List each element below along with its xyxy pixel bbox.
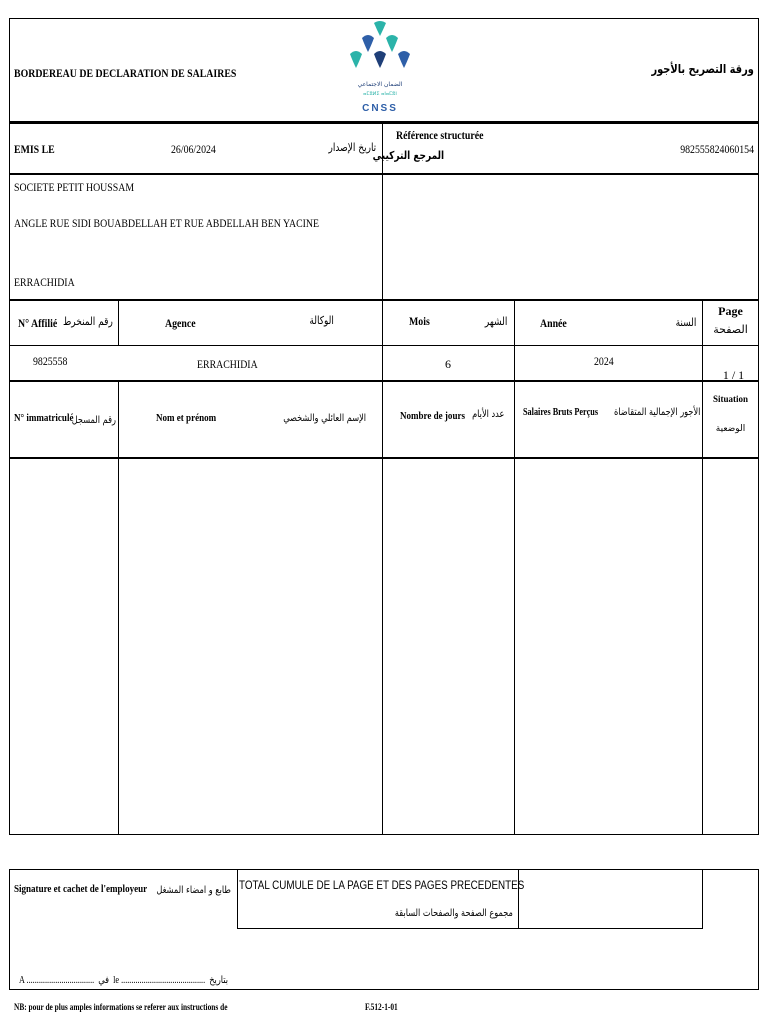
annee-label-ar: السنة: [675, 316, 696, 329]
signature-label-ar: طابع و امضاء المشغل: [156, 885, 231, 896]
situation-label-fr: Situation: [712, 394, 748, 404]
affilie-label-ar: رقم المنخرط: [63, 315, 113, 328]
affiliation-col-3: [514, 300, 515, 380]
situation-label-ar: الوضعية: [715, 424, 746, 434]
cnss-logo: [348, 20, 412, 120]
emis-le-label: EMIS LE: [14, 142, 55, 156]
jours-label-fr: Nombre de jours: [400, 410, 465, 422]
company-city: ERRACHIDIA: [14, 275, 75, 289]
company-name: SOCIETE PETIT HOUSSAM: [14, 180, 135, 194]
affiliation-header-top: [9, 299, 759, 301]
reference-label-fr: Référence structurée: [396, 128, 484, 142]
mois-label-fr: Mois: [409, 314, 430, 328]
emission-date: 26/06/2024: [171, 142, 216, 156]
logo-text-tifinagh: ⴰⵎⵓⵍⵉ ⴰⵏⴰⵎⵓⵏ: [363, 91, 397, 97]
affiliation-col-1: [118, 300, 119, 346]
agence-value: ERRACHIDIA: [197, 357, 258, 371]
mois-value: 6: [445, 357, 451, 371]
reference-value: 982555824060154: [680, 142, 754, 156]
emission-divider: [382, 122, 383, 174]
page-value: 1 / 1: [722, 368, 745, 382]
form-code: F.512-1-01: [365, 1002, 398, 1012]
title-fr: BORDEREAU DE DECLARATION DE SALAIRES: [14, 66, 237, 80]
emission-top-line: [9, 122, 759, 124]
cnss-logo-icon: [348, 20, 412, 82]
annee-value: 2024: [594, 354, 614, 368]
immat-label-fr: N° immatriculé: [14, 412, 74, 424]
affilie-label-fr: N° Affilié: [18, 316, 58, 330]
place-date-line: A ................................. في le ......................................... بتاريخ: [19, 975, 229, 986]
page-label-ar: الصفحة: [713, 323, 748, 336]
signature-label-fr: Signature et cachet de l'employeur: [14, 883, 148, 895]
total-label-ar: مجموع الصفحة والصفحات السابقة: [394, 908, 513, 919]
total-value-right: [702, 869, 703, 929]
salaires-label-ar: الأجور الإجمالية المتقاضاة: [613, 407, 700, 418]
total-box-left: [237, 869, 238, 929]
reference-label-ar: المرجع التركيبي: [372, 149, 444, 162]
logo-text-ar: الضمان الاجتماعي: [357, 81, 403, 88]
company-address: ANGLE RUE SIDI BOUABDELLAH ET RUE ABDELLAH BEN YACINE: [14, 216, 320, 230]
agence-label-fr: Agence: [165, 316, 196, 330]
page-label-fr: Page: [718, 304, 743, 318]
salaires-label-fr: Salaires Bruts Perçus: [523, 407, 599, 418]
nom-label-fr: Nom et prénom: [156, 412, 217, 424]
total-box-bottom: [237, 928, 702, 929]
nom-label-ar: الإسم العائلي والشخصي: [283, 413, 366, 424]
total-label-fr: TOTAL CUMULE DE LA PAGE ET DES PAGES PRECEDENTES: [239, 878, 525, 892]
affiliation-header-bottom: [9, 345, 759, 346]
title-ar: ورقة التصريح بالأجور: [651, 62, 754, 76]
emis-le-label-ar: تاريخ الإصدار: [328, 141, 376, 154]
employees-table-bottom: [9, 834, 759, 835]
company-top-line: [9, 173, 759, 175]
company-divider: [382, 174, 383, 300]
affilie-value: 9825558: [33, 354, 68, 368]
logo-abbr: CNSS: [362, 103, 398, 114]
affiliation-values-bottom: [9, 380, 759, 382]
nb-note: NB: pour de plus amples informations se referer aux instructions de: [14, 1002, 228, 1012]
annee-label-fr: Année: [540, 316, 567, 330]
total-value-cell: [519, 870, 702, 928]
agence-label-ar: الوكالة: [309, 314, 334, 327]
employees-rows: [9, 459, 759, 833]
jours-label-ar: عدد الأيام: [471, 409, 504, 420]
mois-label-ar: الشهر: [484, 315, 507, 328]
immat-label-ar: رقم المسجل: [71, 415, 116, 426]
